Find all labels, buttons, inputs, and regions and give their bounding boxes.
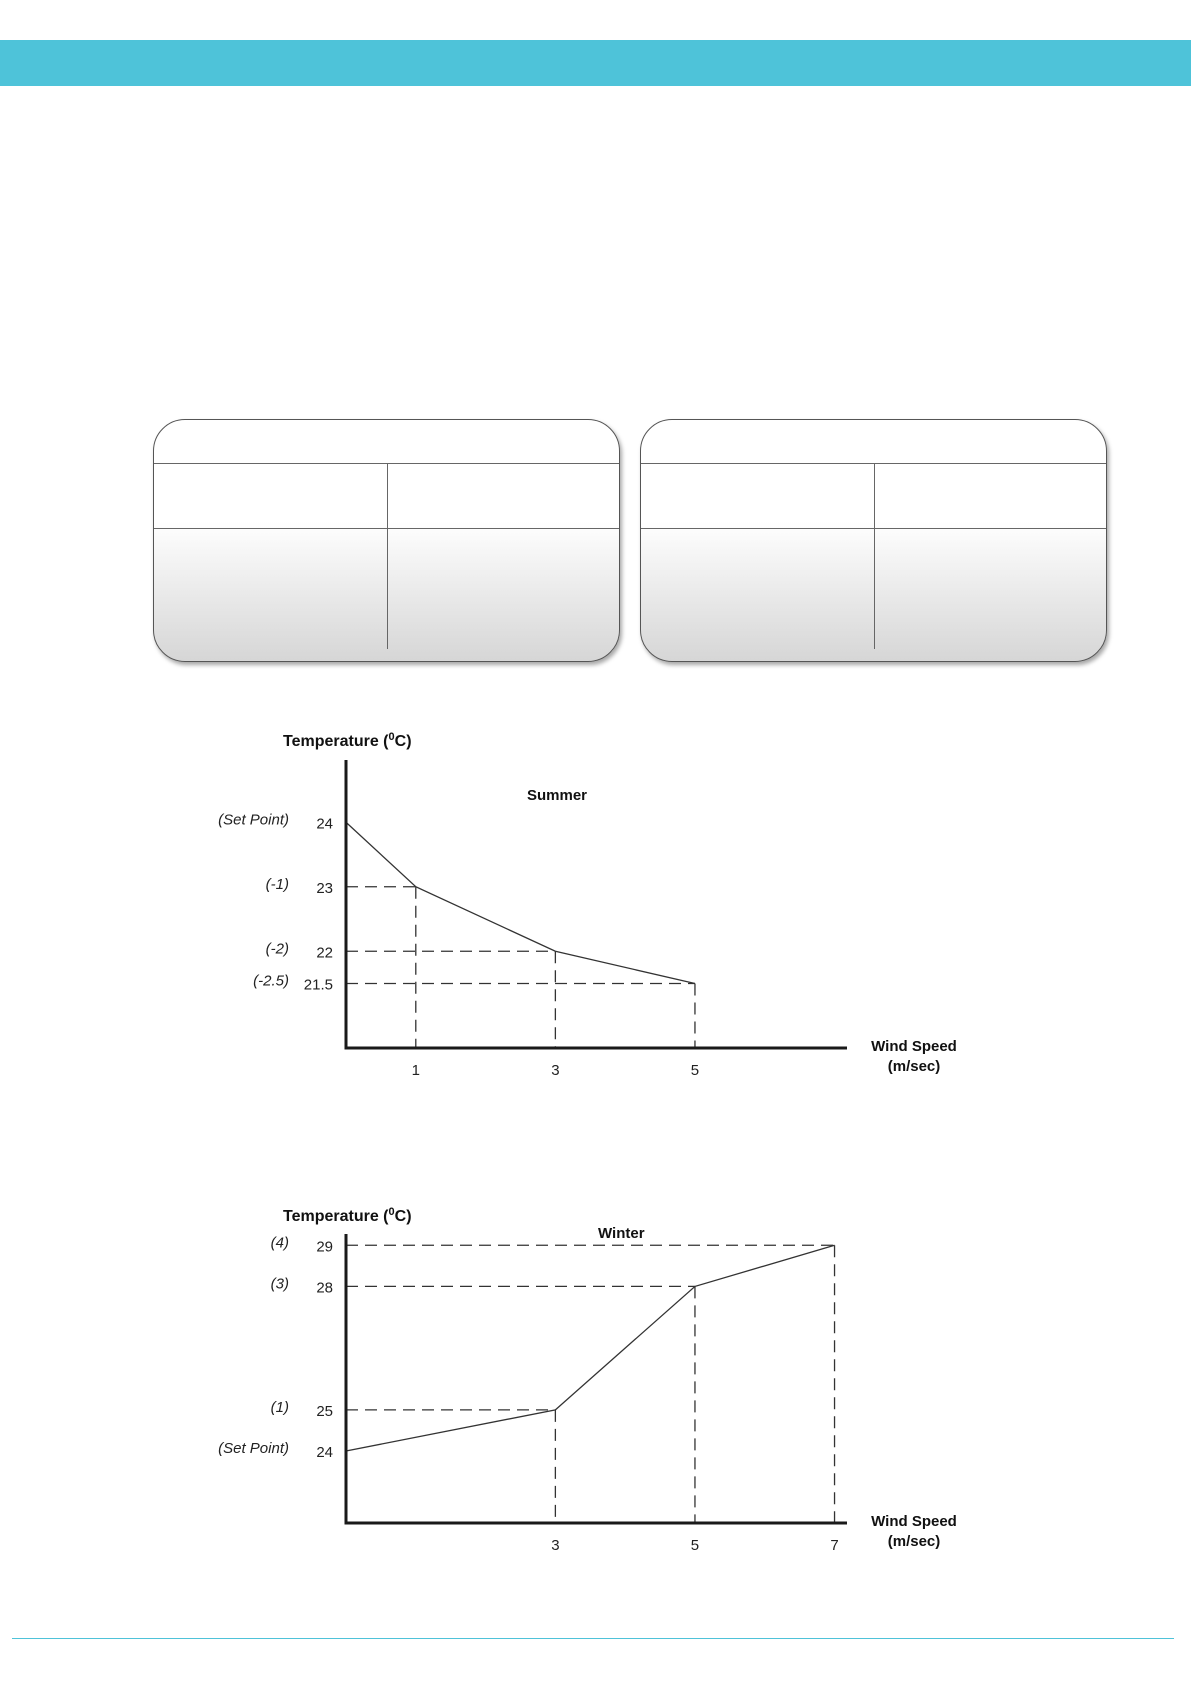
box-divider <box>387 463 388 649</box>
x-tick-label: 5 <box>690 1062 700 1079</box>
summer-chart <box>215 720 975 1100</box>
y-tick-label: 22 <box>316 944 333 962</box>
y-tick-label: 23 <box>316 879 333 897</box>
y-tick-note: (-2) <box>265 940 289 958</box>
y-tick-note: (1) <box>270 1398 289 1416</box>
y-tick-label: 25 <box>316 1402 333 1420</box>
x-tick-label: 7 <box>830 1537 839 1554</box>
summary-box-left <box>153 419 620 662</box>
footer-rule <box>12 1638 1174 1639</box>
series-line <box>346 1245 835 1451</box>
x-tick-label: 3 <box>551 1537 560 1554</box>
box-divider <box>874 463 875 649</box>
chart-title: Summer <box>527 787 588 804</box>
winter-chart <box>215 1195 975 1565</box>
x-tick-label: 1 <box>411 1062 420 1079</box>
y-axis-label: Temperature ($^0$C) <box>283 731 412 750</box>
y-tick-note: (Set Point) <box>218 1439 289 1457</box>
y-tick-note: (-2.5) <box>253 972 289 990</box>
y-axis-label: Temperature ($^0$C) <box>283 1206 412 1225</box>
series-line <box>346 822 695 983</box>
y-tick-note: (3) <box>270 1275 289 1293</box>
y-tick-label: 28 <box>316 1279 333 1297</box>
x-tick-label: 5 <box>690 1537 700 1554</box>
y-tick-note: (4) <box>270 1234 289 1252</box>
x-axis-label: Wind Speed <box>871 1038 957 1055</box>
summary-box-right <box>640 419 1107 662</box>
x-axis-label: Wind Speed <box>871 1513 957 1530</box>
y-tick-label: 29 <box>316 1238 333 1256</box>
x-tick-label: 3 <box>551 1062 560 1079</box>
chart-title: Winter <box>598 1225 645 1242</box>
header-band <box>0 40 1191 86</box>
y-tick-note: (-1) <box>265 875 289 893</box>
x-axis-unit: (m/sec) <box>887 1533 941 1550</box>
y-tick-label: 24 <box>316 1443 333 1461</box>
y-tick-label: 21.5 <box>303 976 333 994</box>
y-tick-note: (Set Point) <box>218 811 289 829</box>
x-axis-unit: (m/sec) <box>887 1058 941 1075</box>
y-tick-label: 24 <box>316 815 333 833</box>
